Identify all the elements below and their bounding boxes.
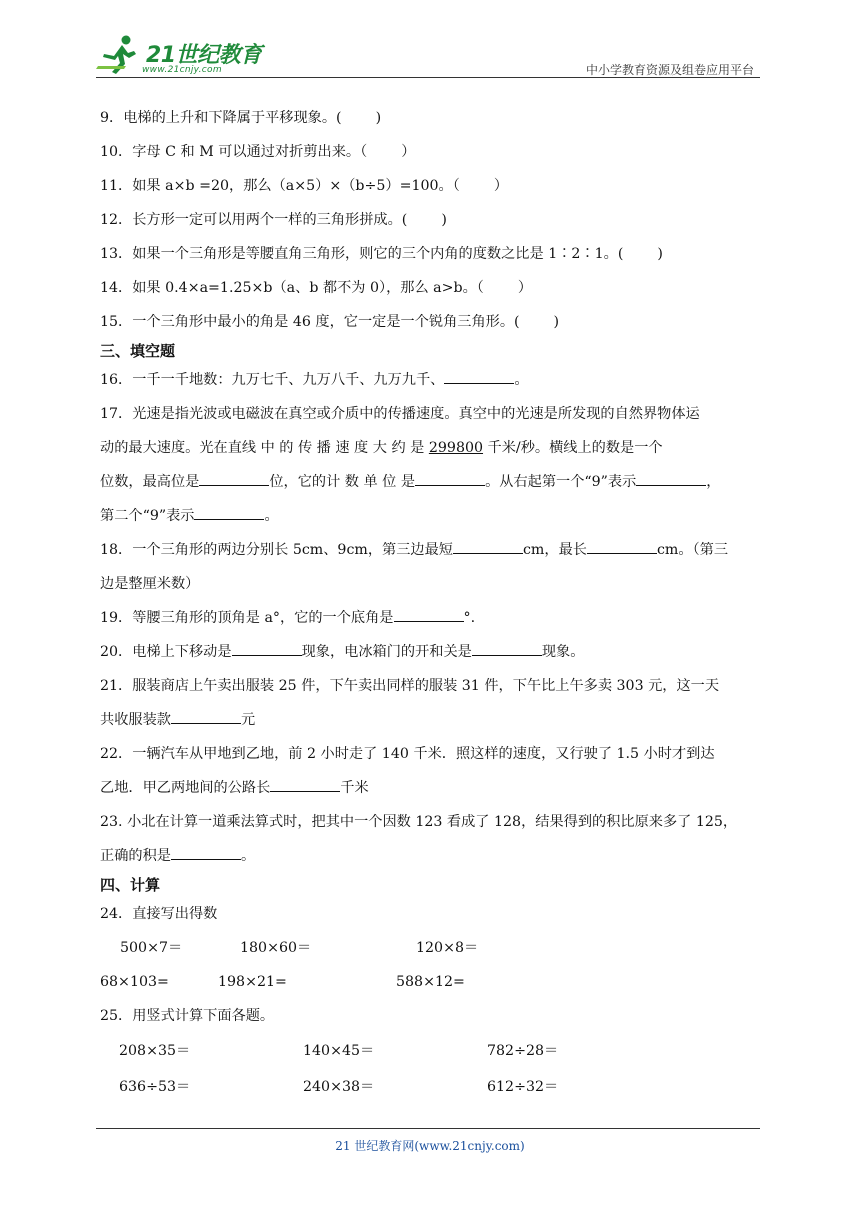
fill-item-21-line1: 21．服装商店上午卖出服装 25 件，下午卖出同样的服装 31 件，下午比上午多卖 303 元，这一天 [100,678,720,694]
calc-expression: 120×8＝ [416,940,479,956]
calc-expression: 612÷32＝ [487,1079,559,1095]
answer-blank[interactable] [472,641,542,656]
logo [96,32,266,76]
tf-item-13: 13．如果一个三角形是等腰直角三角形，则它的三个内角的度数之比是 1∶2∶1。( ) [100,246,663,262]
section-calc-heading: 四、计算 [100,876,161,894]
calc-row [100,1069,764,1105]
underlined-number: 299800 [428,440,484,456]
fill-item-17-line2: 动的最大速度。光在直线 中 的 传 播 速 度 大 约 是 299800 千米/秒。横线上的数是一个 [100,440,663,456]
answer-blank[interactable] [453,539,523,554]
fill-item-21-line2: 共收服装款 元 [100,703,764,737]
answer-blank[interactable] [587,539,657,554]
logo-url: www.21cnjy.com [142,65,222,75]
fill-item-20: 20．电梯上下移动是 现象，电冰箱门的开和关是 现象。 [100,635,764,669]
fill-item-18-line2: 边是整厘米数） [100,576,200,592]
answer-blank[interactable] [394,607,464,622]
calc-expression: 636÷53＝ [119,1079,191,1095]
answer-blank[interactable] [270,777,340,792]
calc-row [100,965,764,999]
fill-item-23-line2: 正确的积是 。 [100,839,764,873]
calc-expression: 782÷28＝ [487,1043,559,1059]
tf-item-11: 11．如果 a×b =20，那么（a×5）×（b÷5）=100。（ ） [100,178,509,194]
fill-item-16: 16．一千一千地数：九万七千、九万八千、九万九千、 。 [100,363,764,397]
fill-item-22-line1: 22．一辆汽车从甲地到乙地，前 2 小时走了 140 千米．照这样的速度，又行驶了 1.5 小时才到达 [100,746,715,762]
calc-expression: 198×21= [218,974,287,990]
calc-expression: 240×38＝ [303,1079,375,1095]
exam-content [100,101,764,1105]
calc-expression: 208×35＝ [119,1043,191,1059]
answer-blank[interactable] [444,369,514,384]
answer-blank[interactable] [636,471,706,486]
page-footer: 21 世纪教育网(www.21cnjy.com) [335,1139,525,1153]
fill-item-23-line1: 23. 小北在计算一道乘法算式时，把其中一个因数 123 看成了 128，结果得到的积比原来多了 125， [100,814,738,830]
calc-item-25-title: 25．用竖式计算下面各题。 [100,1008,275,1024]
calc-row [100,1033,764,1069]
page-header [96,32,760,78]
runner-icon [96,32,146,76]
tf-item-9: 9．电梯的上升和下降属于平移现象。( ) [100,110,382,126]
fill-item-17-line4: 第二个“9”表示 。 [100,499,764,533]
answer-blank[interactable] [415,471,485,486]
calc-expression: 180×60＝ [240,940,312,956]
section-fill-heading: 三、填空题 [100,342,176,360]
fill-item-17-line3: 位数，最高位是 位，它的计 数 单 位 是 。从右起第一个“9”表示 ， [100,465,764,499]
calc-row [100,931,764,965]
header-tagline: 中小学教育资源及组卷应用平台 [585,63,754,77]
logo-text: 21世纪教育 [146,43,262,68]
tf-item-12: 12．长方形一定可以用两个一样的三角形拼成。( ) [100,212,447,228]
footer-divider [96,1128,760,1129]
calc-item-24-title: 24．直接写出得数 [100,906,218,922]
calc-expression: 140×45＝ [303,1043,375,1059]
tf-item-10: 10．字母 C 和 M 可以通过对折剪出来。（ ） [100,144,416,160]
header-divider [96,77,760,78]
answer-blank[interactable] [232,641,302,656]
fill-item-18: 18．一个三角形的两边分别长 5cm、9cm，第三边最短 cm，最长 cm。（第三 [100,533,764,567]
tf-item-15: 15．一个三角形中最小的角是 46 度，它一定是一个锐角三角形。( ) [100,314,560,330]
answer-blank[interactable] [171,845,241,860]
fill-item-22-line2: 乙地．甲乙两地间的公路长 千米 [100,771,764,805]
answer-blank[interactable] [171,709,241,724]
answer-blank[interactable] [199,471,269,486]
tf-item-14: 14．如果 0.4×a=1.25×b（a、b 都不为 0），那么 a>b。（ ） [100,280,533,296]
fill-item-17-line1: 17．光速是指光波或电磁波在真空或介质中的传播速度。真空中的光速是所发现的自然界物体运 [100,406,700,422]
calc-expression: 588×12= [396,974,465,990]
calc-expression: 500×7＝ [120,940,183,956]
fill-item-19: 19．等腰三角形的顶角是 a°，它的一个底角是 °. [100,601,764,635]
calc-expression: 68×103= [100,974,169,990]
answer-blank[interactable] [194,505,264,520]
